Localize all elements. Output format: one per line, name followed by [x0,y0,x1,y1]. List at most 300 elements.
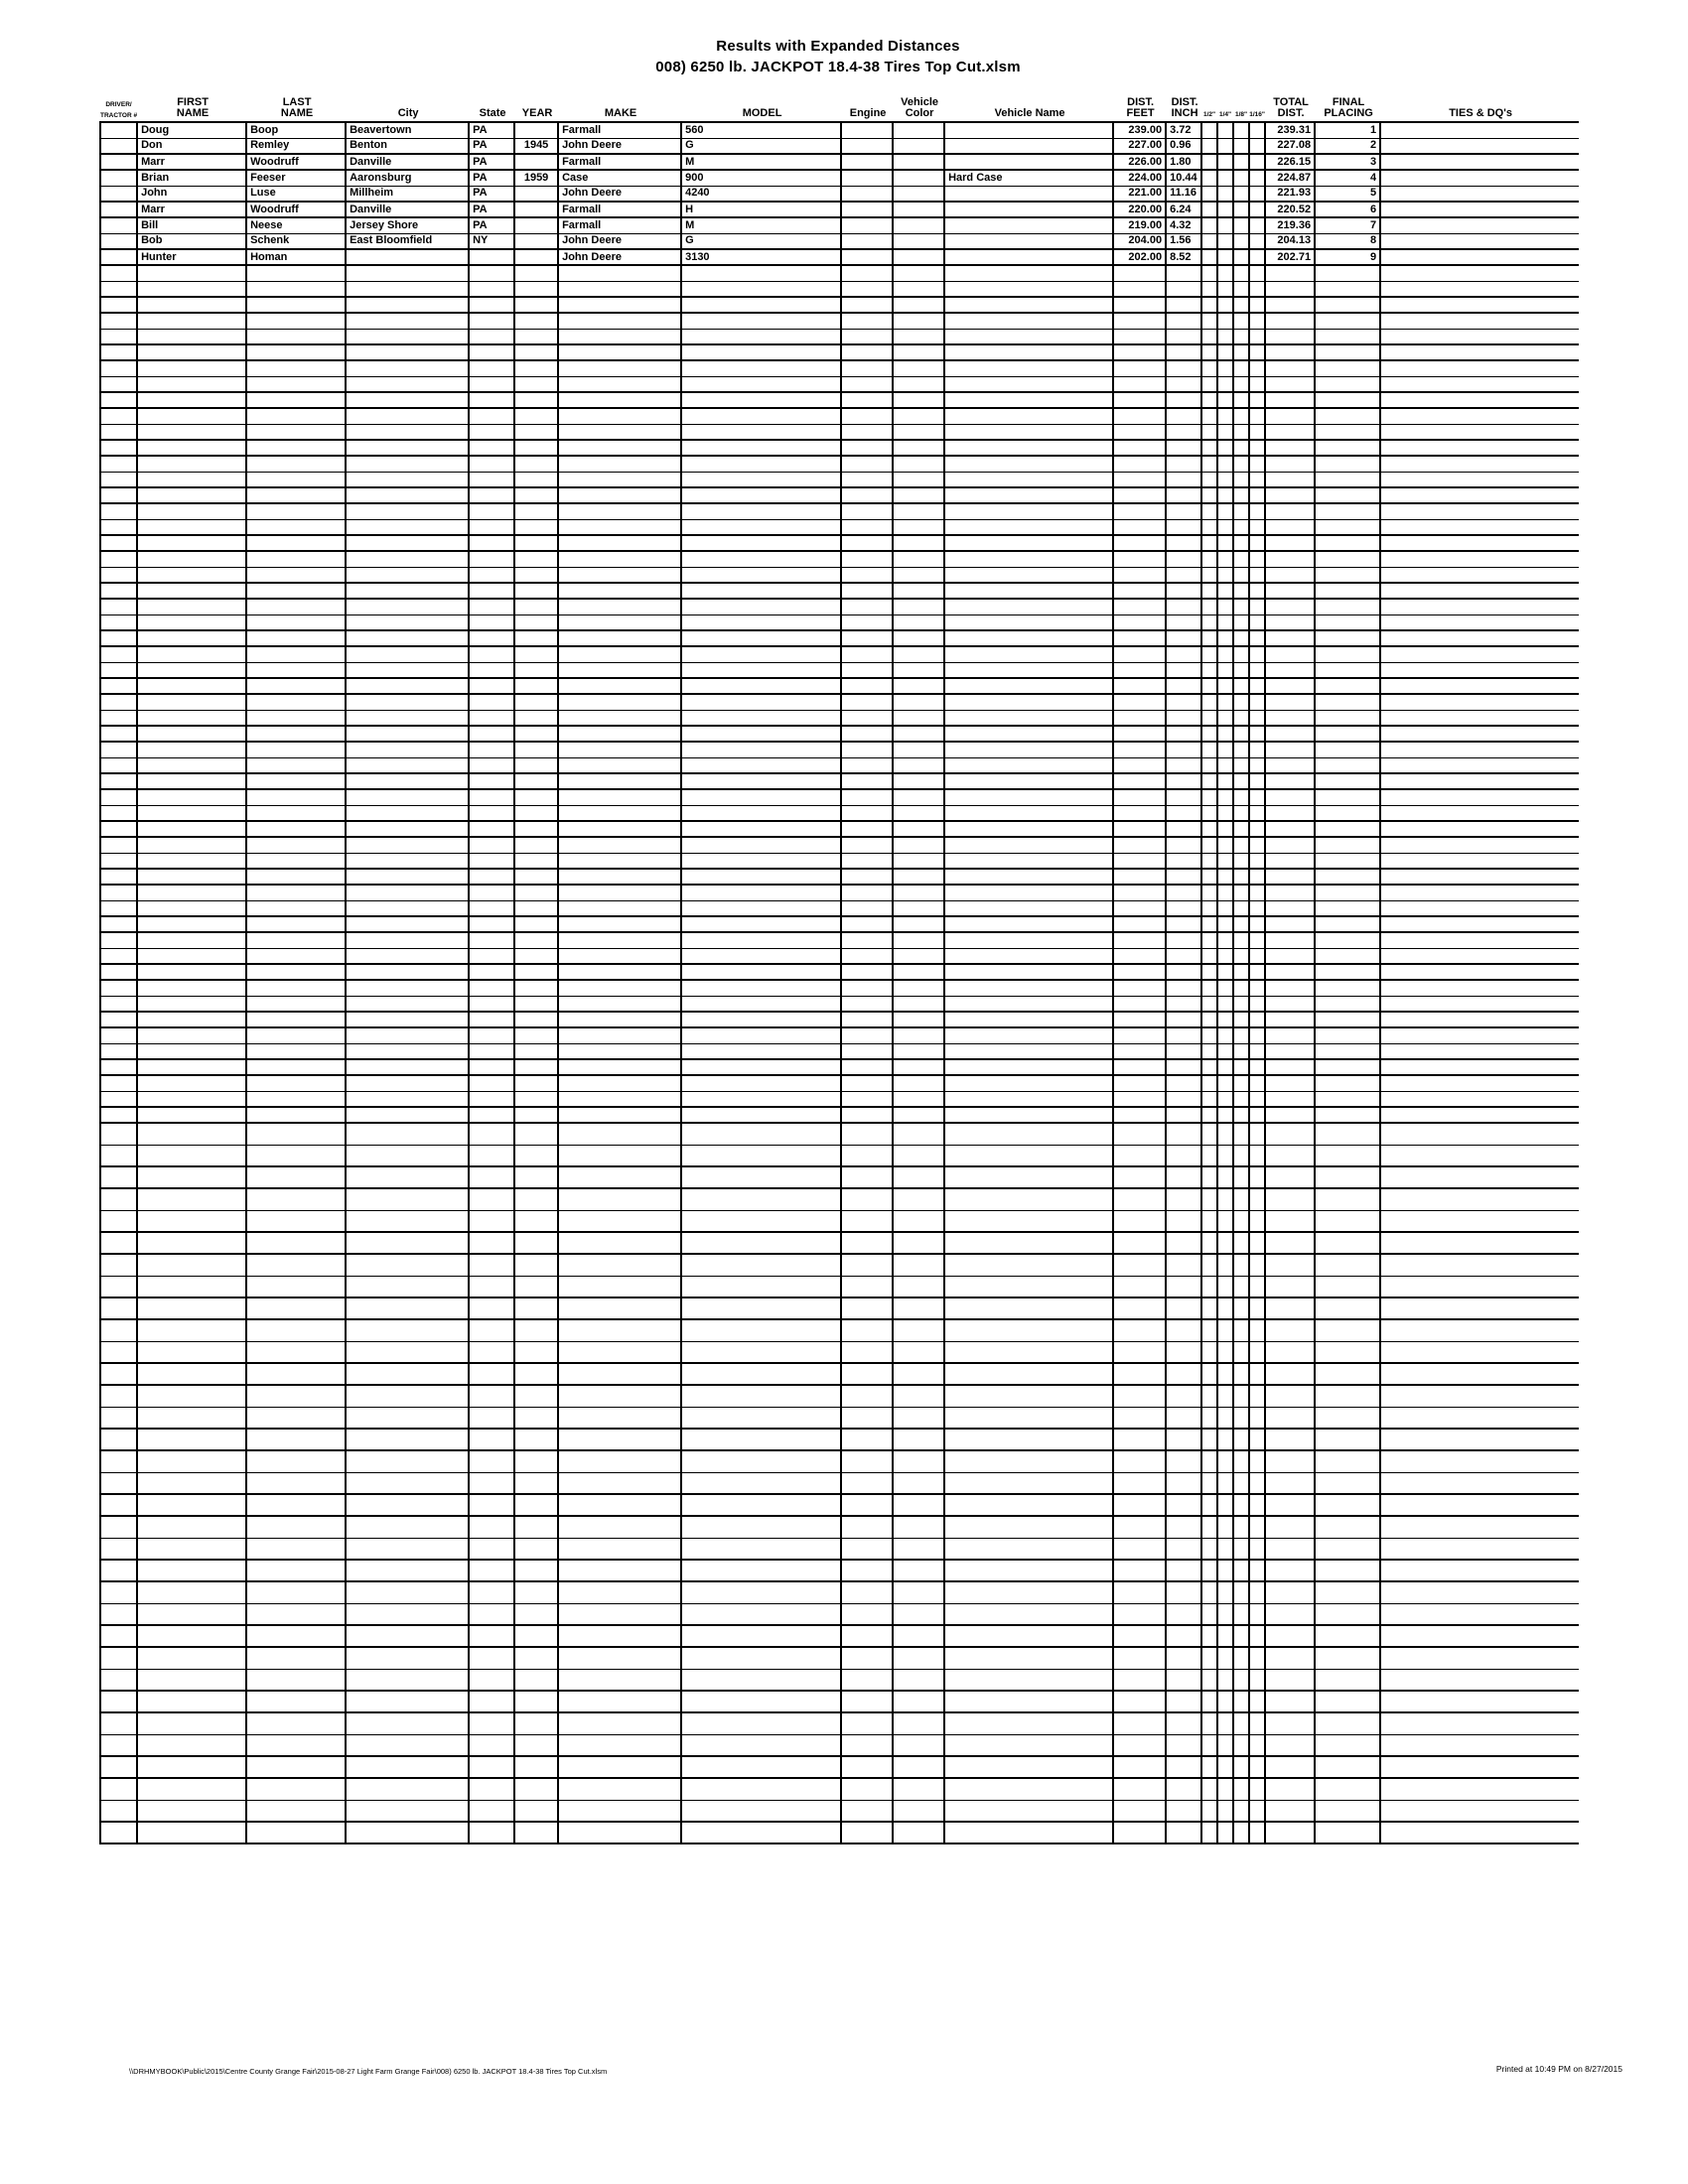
cell-feet [1113,1800,1166,1822]
cell-eighth [1233,1691,1249,1712]
cell-quarter [1217,1091,1233,1107]
cell-inch [1166,916,1201,932]
cell-half [1201,1027,1217,1043]
cell-city [346,329,469,344]
cell-num [100,440,137,456]
cell-eighth [1233,456,1249,472]
cell-engine [841,1297,893,1319]
cell-engine [841,1625,893,1647]
cell-total [1265,440,1315,456]
cell-inch [1166,1691,1201,1712]
cell-year [514,567,558,583]
cell-first [137,1538,246,1560]
cell-last: Schenk [246,233,346,249]
cell-make [558,1075,681,1091]
cell-year [514,583,558,599]
cell-vname [944,630,1113,646]
cell-quarter [1217,1778,1233,1800]
empty-row [100,297,1579,313]
cell-model [681,1059,841,1075]
empty-row [100,646,1579,662]
cell-vname [944,964,1113,980]
cell-quarter [1217,773,1233,789]
cell-vname [944,916,1113,932]
cell-half [1201,1363,1217,1385]
cell-make [558,1734,681,1756]
cell-year [514,1091,558,1107]
cell-placing [1315,1254,1380,1276]
cell-city [346,487,469,503]
cell-state [469,932,514,948]
cell-first [137,535,246,551]
cell-year [514,662,558,678]
cell-quarter [1217,1560,1233,1581]
cell-total [1265,1188,1315,1210]
cell-model [681,916,841,932]
cell-placing [1315,646,1380,662]
cell-ties [1380,916,1579,932]
cell-total [1265,1123,1315,1145]
cell-sixteenth [1249,757,1265,773]
cell-model [681,1691,841,1712]
cell-half [1201,1107,1217,1123]
cell-placing [1315,1450,1380,1472]
cell-year [514,217,558,233]
cell-make [558,424,681,440]
cell-vname [944,313,1113,329]
cell-total [1265,599,1315,614]
cell-inch [1166,1012,1201,1027]
cell-city [346,519,469,535]
cell-eighth [1233,392,1249,408]
cell-ties [1380,424,1579,440]
cell-engine [841,932,893,948]
cell-state [469,1756,514,1778]
cell-placing [1315,551,1380,567]
cell-model [681,1297,841,1319]
cell-sixteenth [1249,1516,1265,1538]
cell-num [100,1075,137,1091]
cell-num [100,1560,137,1581]
cell-half [1201,1043,1217,1059]
empty-row [100,1210,1579,1232]
cell-quarter [1217,869,1233,885]
cell-num [100,742,137,757]
cell-year [514,726,558,742]
cell-city [346,472,469,487]
cell-quarter [1217,1669,1233,1691]
cell-inch [1166,805,1201,821]
cell-model [681,265,841,281]
cell-vname [944,1756,1113,1778]
empty-row [100,1581,1579,1603]
cell-placing [1315,313,1380,329]
cell-year [514,1429,558,1450]
empty-row [100,1712,1579,1734]
cell-year [514,1027,558,1043]
cell-city [346,1276,469,1297]
column-header-line1 [1217,100,1233,111]
cell-city [346,1691,469,1712]
cell-eighth [1233,885,1249,900]
cell-last [246,1276,346,1297]
empty-row [100,1472,1579,1494]
cell-sixteenth [1249,233,1265,249]
cell-num [100,1581,137,1603]
cell-num [100,424,137,440]
cell-first: Bob [137,233,246,249]
cell-first [137,773,246,789]
cell-engine [841,1450,893,1472]
cell-total [1265,535,1315,551]
cell-placing [1315,948,1380,964]
cell-half [1201,1756,1217,1778]
cell-num [100,694,137,710]
cell-eighth [1233,1166,1249,1188]
cell-vname [944,1145,1113,1166]
column-header-line2: 1/16" [1249,111,1265,118]
cell-state: PA [469,122,514,138]
cell-year [514,773,558,789]
cell-quarter [1217,1319,1233,1341]
cell-ties [1380,1560,1579,1581]
cell-feet [1113,1756,1166,1778]
cell-state [469,1538,514,1560]
cell-half [1201,964,1217,980]
cell-ties [1380,1407,1579,1429]
cell-engine [841,281,893,297]
cell-year [514,1319,558,1341]
cell-ties [1380,297,1579,313]
cell-last [246,869,346,885]
cell-year [514,614,558,630]
cell-model [681,329,841,344]
cell-vname [944,1254,1113,1276]
cell-half [1201,1800,1217,1822]
cell-vname [944,456,1113,472]
cell-make [558,1538,681,1560]
cell-quarter [1217,1734,1233,1756]
cell-color [893,1123,944,1145]
cell-engine [841,138,893,154]
cell-total [1265,662,1315,678]
cell-year [514,456,558,472]
cell-make [558,1385,681,1407]
cell-feet [1113,630,1166,646]
cell-model [681,472,841,487]
cell-sixteenth [1249,678,1265,694]
cell-first [137,1385,246,1407]
cell-engine [841,1647,893,1669]
cell-first [137,980,246,996]
cell-city [346,1822,469,1843]
cell-state [469,1712,514,1734]
column-header-line1: Vehicle [901,97,939,108]
cell-ties [1380,233,1579,249]
cell-first [137,313,246,329]
empty-row [100,630,1579,646]
cell-year [514,1647,558,1669]
cell-total [1265,1254,1315,1276]
cell-vname [944,614,1113,630]
cell-eighth [1233,1210,1249,1232]
cell-ties [1380,805,1579,821]
cell-placing [1315,360,1380,376]
cell-state [469,1516,514,1538]
cell-make [558,694,681,710]
cell-ties [1380,710,1579,726]
cell-ties [1380,678,1579,694]
cell-engine [841,1712,893,1734]
cell-feet [1113,757,1166,773]
cell-placing [1315,757,1380,773]
cell-sixteenth [1249,646,1265,662]
cell-city [346,313,469,329]
cell-ties [1380,1107,1579,1123]
cell-color [893,1691,944,1712]
cell-ties [1380,757,1579,773]
cell-vname [944,1319,1113,1341]
cell-last [246,1734,346,1756]
cell-total [1265,1027,1315,1043]
cell-inch [1166,1472,1201,1494]
cell-city [346,1516,469,1538]
cell-inch: 0.96 [1166,138,1201,154]
cell-city [346,900,469,916]
cell-ties [1380,535,1579,551]
cell-total [1265,996,1315,1012]
cell-eighth [1233,1822,1249,1843]
cell-vname [944,837,1113,853]
cell-inch [1166,1560,1201,1581]
cell-color [893,1254,944,1276]
cell-total [1265,1516,1315,1538]
cell-half [1201,519,1217,535]
cell-num [100,599,137,614]
cell-city: Danville [346,202,469,217]
cell-vname [944,1494,1113,1516]
cell-color [893,1756,944,1778]
cell-city [346,1043,469,1059]
empty-row [100,1012,1579,1027]
cell-year [514,551,558,567]
cell-color [893,1669,944,1691]
cell-last [246,519,346,535]
cell-num [100,646,137,662]
cell-half [1201,281,1217,297]
cell-city [346,440,469,456]
cell-placing [1315,805,1380,821]
cell-vname [944,694,1113,710]
cell-placing [1315,1027,1380,1043]
cell-eighth [1233,1091,1249,1107]
cell-last [246,916,346,932]
column-header-line2: PLACING [1324,107,1373,119]
cell-ties [1380,980,1579,996]
cell-engine [841,217,893,233]
cell-sixteenth [1249,567,1265,583]
cell-total [1265,1429,1315,1450]
cell-city [346,646,469,662]
cell-feet [1113,1734,1166,1756]
cell-state [469,1778,514,1800]
cell-first: Marr [137,202,246,217]
cell-vname [944,1012,1113,1027]
cell-half [1201,376,1217,392]
cell-inch [1166,1538,1201,1560]
cell-quarter [1217,1494,1233,1516]
cell-placing [1315,1276,1380,1297]
empty-row [100,1276,1579,1297]
cell-first [137,519,246,535]
cell-half [1201,154,1217,170]
cell-eighth [1233,1669,1249,1691]
cell-quarter [1217,726,1233,742]
cell-num [100,996,137,1012]
cell-city [346,249,469,265]
cell-quarter [1217,440,1233,456]
cell-half [1201,1123,1217,1145]
cell-sixteenth [1249,932,1265,948]
cell-placing [1315,487,1380,503]
cell-city [346,1538,469,1560]
cell-num [100,1691,137,1712]
cell-half [1201,630,1217,646]
cell-num [100,614,137,630]
cell-last [246,1472,346,1494]
cell-quarter [1217,1075,1233,1091]
cell-city [346,805,469,821]
cell-model [681,1319,841,1341]
cell-half [1201,122,1217,138]
result-row [100,170,1579,186]
cell-feet: 204.00 [1113,233,1166,249]
cell-quarter [1217,662,1233,678]
cell-feet [1113,1603,1166,1625]
cell-first [137,1145,246,1166]
cell-placing [1315,837,1380,853]
results-table [99,97,1579,1844]
cell-engine [841,1188,893,1210]
cell-model [681,1107,841,1123]
cell-model [681,726,841,742]
cell-quarter [1217,789,1233,805]
cell-state [469,472,514,487]
empty-row [100,503,1579,519]
cell-model [681,1145,841,1166]
cell-eighth [1233,789,1249,805]
cell-last [246,1538,346,1560]
empty-row [100,1059,1579,1075]
cell-vname [944,757,1113,773]
column-header-line2: DIST. [1277,107,1305,119]
cell-model [681,694,841,710]
cell-ties [1380,1363,1579,1385]
cell-inch [1166,1494,1201,1516]
cell-last: Woodruff [246,154,346,170]
cell-half [1201,694,1217,710]
cell-inch [1166,1027,1201,1043]
cell-half [1201,789,1217,805]
cell-city [346,1734,469,1756]
cell-color [893,138,944,154]
cell-make [558,805,681,821]
cell-placing [1315,1756,1380,1778]
cell-eighth [1233,964,1249,980]
cell-num [100,1429,137,1450]
cell-state [469,869,514,885]
cell-engine [841,614,893,630]
cell-eighth [1233,1188,1249,1210]
cell-last [246,948,346,964]
cell-inch [1166,885,1201,900]
cell-quarter [1217,1756,1233,1778]
cell-quarter [1217,408,1233,424]
cell-feet [1113,1647,1166,1669]
cell-placing [1315,678,1380,694]
cell-inch [1166,1232,1201,1254]
cell-eighth [1233,1145,1249,1166]
cell-last [246,599,346,614]
cell-city [346,710,469,726]
cell-eighth [1233,1429,1249,1450]
cell-total [1265,583,1315,599]
cell-model [681,1123,841,1145]
column-header-line2: MODEL [742,107,782,119]
cell-total [1265,948,1315,964]
cell-num [100,1232,137,1254]
cell-num [100,630,137,646]
empty-row [100,996,1579,1012]
cell-num [100,964,137,980]
cell-inch [1166,869,1201,885]
cell-city: Aaronsburg [346,170,469,186]
cell-city [346,1341,469,1363]
result-row [100,217,1579,233]
cell-eighth [1233,1450,1249,1472]
cell-state [469,1276,514,1297]
cell-eighth [1233,1012,1249,1027]
cell-quarter [1217,646,1233,662]
cell-inch [1166,1059,1201,1075]
cell-num [100,1516,137,1538]
cell-half [1201,1166,1217,1188]
cell-state [469,1145,514,1166]
cell-ties [1380,202,1579,217]
cell-ties [1380,170,1579,186]
cell-placing [1315,1734,1380,1756]
cell-half [1201,1145,1217,1166]
cell-total [1265,1472,1315,1494]
cell-year [514,1625,558,1647]
cell-eighth [1233,1107,1249,1123]
empty-row [100,1091,1579,1107]
cell-ties [1380,837,1579,853]
cell-ties [1380,885,1579,900]
cell-vname [944,1472,1113,1494]
cell-vname [944,1123,1113,1145]
cell-state [469,535,514,551]
cell-ties [1380,1734,1579,1756]
cell-state [469,742,514,757]
cell-total [1265,1166,1315,1188]
cell-eighth [1233,329,1249,344]
cell-half [1201,916,1217,932]
empty-row [100,472,1579,487]
cell-sixteenth [1249,1059,1265,1075]
cell-inch [1166,1107,1201,1123]
cell-first [137,376,246,392]
